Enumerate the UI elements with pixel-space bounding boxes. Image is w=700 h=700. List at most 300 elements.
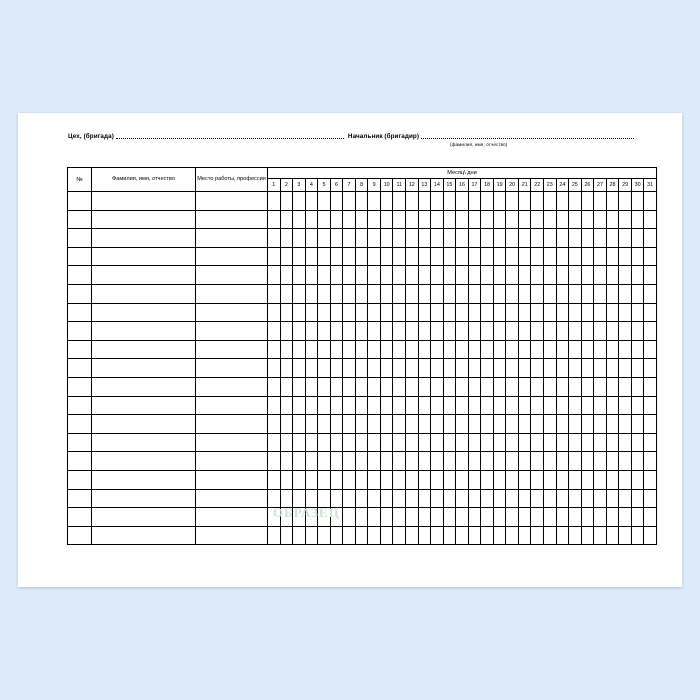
cell-day-22[interactable] (531, 303, 544, 322)
cell-day-6[interactable] (330, 489, 343, 508)
cell-day-15[interactable] (443, 247, 456, 266)
cell-day-27[interactable] (594, 192, 607, 211)
cell-day-27[interactable] (594, 526, 607, 545)
cell-day-14[interactable] (431, 359, 444, 378)
cell-day-28[interactable] (606, 489, 619, 508)
chief-fill-line[interactable] (421, 131, 634, 139)
cell-day-8[interactable] (355, 433, 368, 452)
cell-day-15[interactable] (443, 396, 456, 415)
cell-day-26[interactable] (581, 508, 594, 527)
cell-day-16[interactable] (456, 210, 469, 229)
cell-day-22[interactable] (531, 526, 544, 545)
cell-day-2[interactable] (280, 526, 293, 545)
cell-day-17[interactable] (468, 322, 481, 341)
cell-day-18[interactable] (481, 377, 494, 396)
cell-day-30[interactable] (631, 433, 644, 452)
cell-name[interactable] (92, 526, 196, 545)
cell-day-20[interactable] (506, 322, 519, 341)
cell-day-1[interactable] (268, 322, 281, 341)
cell-day-13[interactable] (418, 396, 431, 415)
cell-name[interactable] (92, 508, 196, 527)
cell-day-30[interactable] (631, 489, 644, 508)
cell-day-1[interactable] (268, 247, 281, 266)
cell-day-24[interactable] (556, 340, 569, 359)
cell-day-21[interactable] (518, 470, 531, 489)
cell-day-17[interactable] (468, 452, 481, 471)
cell-day-19[interactable] (493, 266, 506, 285)
cell-day-3[interactable] (293, 266, 306, 285)
cell-day-22[interactable] (531, 396, 544, 415)
cell-day-1[interactable] (268, 415, 281, 434)
cell-day-5[interactable] (318, 470, 331, 489)
cell-day-31[interactable] (644, 266, 657, 285)
cell-day-21[interactable] (518, 266, 531, 285)
cell-day-8[interactable] (355, 377, 368, 396)
cell-day-11[interactable] (393, 377, 406, 396)
cell-day-21[interactable] (518, 396, 531, 415)
cell-day-17[interactable] (468, 229, 481, 248)
cell-day-29[interactable] (619, 284, 632, 303)
cell-number[interactable] (68, 433, 92, 452)
cell-day-22[interactable] (531, 266, 544, 285)
cell-day-9[interactable] (368, 470, 381, 489)
cell-day-25[interactable] (569, 340, 582, 359)
cell-day-7[interactable] (343, 247, 356, 266)
cell-day-12[interactable] (406, 470, 419, 489)
cell-day-5[interactable] (318, 229, 331, 248)
cell-day-9[interactable] (368, 415, 381, 434)
cell-day-30[interactable] (631, 229, 644, 248)
cell-day-23[interactable] (544, 303, 557, 322)
cell-workplace[interactable] (196, 266, 268, 285)
cell-day-22[interactable] (531, 210, 544, 229)
cell-day-23[interactable] (544, 508, 557, 527)
cell-day-27[interactable] (594, 415, 607, 434)
cell-day-20[interactable] (506, 396, 519, 415)
cell-day-24[interactable] (556, 210, 569, 229)
cell-day-30[interactable] (631, 359, 644, 378)
cell-workplace[interactable] (196, 433, 268, 452)
cell-day-16[interactable] (456, 433, 469, 452)
cell-day-11[interactable] (393, 266, 406, 285)
cell-day-30[interactable] (631, 526, 644, 545)
cell-workplace[interactable] (196, 377, 268, 396)
cell-day-4[interactable] (305, 284, 318, 303)
cell-name[interactable] (92, 377, 196, 396)
cell-day-24[interactable] (556, 470, 569, 489)
cell-day-20[interactable] (506, 470, 519, 489)
cell-day-28[interactable] (606, 266, 619, 285)
cell-day-14[interactable] (431, 415, 444, 434)
cell-day-15[interactable] (443, 284, 456, 303)
cell-day-3[interactable] (293, 526, 306, 545)
cell-day-12[interactable] (406, 526, 419, 545)
cell-day-14[interactable] (431, 284, 444, 303)
cell-name[interactable] (92, 452, 196, 471)
cell-name[interactable] (92, 266, 196, 285)
cell-day-18[interactable] (481, 470, 494, 489)
cell-day-10[interactable] (380, 340, 393, 359)
cell-day-19[interactable] (493, 470, 506, 489)
cell-day-2[interactable] (280, 433, 293, 452)
cell-day-27[interactable] (594, 303, 607, 322)
cell-day-17[interactable] (468, 415, 481, 434)
cell-day-27[interactable] (594, 508, 607, 527)
cell-day-2[interactable] (280, 210, 293, 229)
cell-day-15[interactable] (443, 433, 456, 452)
cell-day-16[interactable] (456, 247, 469, 266)
cell-number[interactable] (68, 303, 92, 322)
cell-day-8[interactable] (355, 526, 368, 545)
cell-name[interactable] (92, 192, 196, 211)
cell-day-5[interactable] (318, 415, 331, 434)
cell-workplace[interactable] (196, 284, 268, 303)
cell-name[interactable] (92, 396, 196, 415)
cell-day-4[interactable] (305, 340, 318, 359)
cell-day-13[interactable] (418, 266, 431, 285)
cell-day-2[interactable] (280, 284, 293, 303)
cell-day-4[interactable] (305, 526, 318, 545)
cell-day-23[interactable] (544, 452, 557, 471)
cell-day-27[interactable] (594, 359, 607, 378)
cell-day-10[interactable] (380, 470, 393, 489)
cell-day-30[interactable] (631, 340, 644, 359)
cell-day-1[interactable] (268, 526, 281, 545)
cell-day-5[interactable] (318, 452, 331, 471)
cell-day-10[interactable] (380, 359, 393, 378)
cell-day-7[interactable] (343, 377, 356, 396)
cell-day-11[interactable] (393, 340, 406, 359)
cell-day-3[interactable] (293, 210, 306, 229)
cell-name[interactable] (92, 210, 196, 229)
cell-day-8[interactable] (355, 284, 368, 303)
cell-day-5[interactable] (318, 377, 331, 396)
cell-day-6[interactable] (330, 470, 343, 489)
cell-day-22[interactable] (531, 415, 544, 434)
cell-day-10[interactable] (380, 396, 393, 415)
cell-day-4[interactable] (305, 433, 318, 452)
cell-day-30[interactable] (631, 452, 644, 471)
cell-workplace[interactable] (196, 396, 268, 415)
cell-number[interactable] (68, 284, 92, 303)
cell-day-3[interactable] (293, 396, 306, 415)
cell-day-31[interactable] (644, 377, 657, 396)
cell-day-26[interactable] (581, 284, 594, 303)
cell-day-30[interactable] (631, 284, 644, 303)
cell-day-25[interactable] (569, 433, 582, 452)
cell-day-14[interactable] (431, 489, 444, 508)
cell-day-1[interactable] (268, 470, 281, 489)
cell-day-16[interactable] (456, 359, 469, 378)
cell-day-7[interactable] (343, 470, 356, 489)
cell-day-12[interactable] (406, 340, 419, 359)
cell-day-1[interactable] (268, 433, 281, 452)
cell-day-13[interactable] (418, 508, 431, 527)
cell-day-10[interactable] (380, 210, 393, 229)
cell-day-2[interactable] (280, 359, 293, 378)
cell-day-31[interactable] (644, 415, 657, 434)
cell-day-12[interactable] (406, 377, 419, 396)
cell-day-19[interactable] (493, 340, 506, 359)
cell-day-29[interactable] (619, 396, 632, 415)
cell-day-10[interactable] (380, 526, 393, 545)
cell-workplace[interactable] (196, 489, 268, 508)
cell-day-11[interactable] (393, 359, 406, 378)
cell-day-16[interactable] (456, 470, 469, 489)
cell-day-14[interactable] (431, 322, 444, 341)
cell-day-12[interactable] (406, 415, 419, 434)
cell-day-20[interactable] (506, 526, 519, 545)
cell-day-3[interactable] (293, 247, 306, 266)
cell-day-17[interactable] (468, 266, 481, 285)
cell-day-29[interactable] (619, 433, 632, 452)
cell-day-4[interactable] (305, 415, 318, 434)
cell-day-2[interactable] (280, 229, 293, 248)
cell-day-30[interactable] (631, 210, 644, 229)
cell-day-18[interactable] (481, 210, 494, 229)
cell-day-8[interactable] (355, 415, 368, 434)
cell-day-21[interactable] (518, 322, 531, 341)
cell-workplace[interactable] (196, 303, 268, 322)
cell-day-20[interactable] (506, 489, 519, 508)
cell-day-30[interactable] (631, 303, 644, 322)
cell-day-19[interactable] (493, 508, 506, 527)
cell-day-23[interactable] (544, 433, 557, 452)
cell-day-12[interactable] (406, 489, 419, 508)
cell-day-26[interactable] (581, 452, 594, 471)
cell-day-29[interactable] (619, 303, 632, 322)
cell-day-13[interactable] (418, 247, 431, 266)
cell-day-4[interactable] (305, 396, 318, 415)
cell-day-21[interactable] (518, 229, 531, 248)
cell-day-16[interactable] (456, 229, 469, 248)
cell-workplace[interactable] (196, 229, 268, 248)
cell-day-25[interactable] (569, 229, 582, 248)
cell-day-18[interactable] (481, 359, 494, 378)
cell-day-31[interactable] (644, 470, 657, 489)
cell-day-24[interactable] (556, 266, 569, 285)
cell-day-31[interactable] (644, 359, 657, 378)
cell-day-14[interactable] (431, 508, 444, 527)
cell-day-11[interactable] (393, 210, 406, 229)
cell-day-4[interactable] (305, 359, 318, 378)
cell-day-13[interactable] (418, 433, 431, 452)
cell-day-12[interactable] (406, 359, 419, 378)
cell-day-16[interactable] (456, 192, 469, 211)
cell-day-18[interactable] (481, 322, 494, 341)
cell-day-12[interactable] (406, 192, 419, 211)
cell-day-21[interactable] (518, 192, 531, 211)
cell-workplace[interactable] (196, 508, 268, 527)
cell-name[interactable] (92, 284, 196, 303)
cell-day-28[interactable] (606, 470, 619, 489)
cell-day-16[interactable] (456, 489, 469, 508)
cell-day-10[interactable] (380, 247, 393, 266)
cell-day-21[interactable] (518, 489, 531, 508)
cell-day-27[interactable] (594, 322, 607, 341)
cell-day-27[interactable] (594, 284, 607, 303)
cell-workplace[interactable] (196, 359, 268, 378)
cell-day-17[interactable] (468, 247, 481, 266)
cell-day-8[interactable] (355, 210, 368, 229)
cell-day-20[interactable] (506, 415, 519, 434)
cell-day-12[interactable] (406, 396, 419, 415)
cell-day-18[interactable] (481, 266, 494, 285)
cell-day-18[interactable] (481, 452, 494, 471)
cell-day-17[interactable] (468, 508, 481, 527)
cell-day-13[interactable] (418, 192, 431, 211)
cell-day-11[interactable] (393, 396, 406, 415)
cell-day-10[interactable] (380, 229, 393, 248)
cell-day-17[interactable] (468, 489, 481, 508)
cell-day-19[interactable] (493, 415, 506, 434)
cell-day-29[interactable] (619, 340, 632, 359)
cell-day-3[interactable] (293, 452, 306, 471)
cell-day-31[interactable] (644, 210, 657, 229)
cell-day-18[interactable] (481, 396, 494, 415)
cell-day-15[interactable] (443, 229, 456, 248)
cell-day-18[interactable] (481, 247, 494, 266)
cell-number[interactable] (68, 359, 92, 378)
cell-day-29[interactable] (619, 377, 632, 396)
cell-day-11[interactable] (393, 452, 406, 471)
cell-day-12[interactable] (406, 303, 419, 322)
cell-day-28[interactable] (606, 433, 619, 452)
cell-day-21[interactable] (518, 508, 531, 527)
cell-day-8[interactable] (355, 452, 368, 471)
cell-day-30[interactable] (631, 377, 644, 396)
cell-day-4[interactable] (305, 377, 318, 396)
cell-day-14[interactable] (431, 526, 444, 545)
cell-name[interactable] (92, 489, 196, 508)
cell-workplace[interactable] (196, 470, 268, 489)
cell-day-22[interactable] (531, 359, 544, 378)
cell-day-10[interactable] (380, 284, 393, 303)
cell-day-28[interactable] (606, 452, 619, 471)
cell-day-5[interactable] (318, 210, 331, 229)
cell-day-3[interactable] (293, 470, 306, 489)
cell-name[interactable] (92, 303, 196, 322)
cell-day-3[interactable] (293, 192, 306, 211)
cell-day-28[interactable] (606, 210, 619, 229)
cell-day-25[interactable] (569, 359, 582, 378)
cell-day-20[interactable] (506, 340, 519, 359)
cell-day-8[interactable] (355, 489, 368, 508)
cell-day-12[interactable] (406, 247, 419, 266)
cell-day-5[interactable] (318, 526, 331, 545)
cell-day-14[interactable] (431, 377, 444, 396)
cell-day-16[interactable] (456, 284, 469, 303)
cell-day-31[interactable] (644, 322, 657, 341)
cell-day-23[interactable] (544, 229, 557, 248)
cell-day-27[interactable] (594, 377, 607, 396)
cell-day-10[interactable] (380, 192, 393, 211)
cell-day-7[interactable] (343, 359, 356, 378)
cell-day-12[interactable] (406, 210, 419, 229)
cell-day-9[interactable] (368, 452, 381, 471)
cell-day-14[interactable] (431, 192, 444, 211)
cell-day-28[interactable] (606, 526, 619, 545)
cell-day-3[interactable] (293, 322, 306, 341)
cell-day-17[interactable] (468, 433, 481, 452)
cell-day-7[interactable] (343, 340, 356, 359)
cell-day-21[interactable] (518, 526, 531, 545)
cell-day-18[interactable] (481, 340, 494, 359)
cell-day-7[interactable] (343, 489, 356, 508)
cell-day-22[interactable] (531, 284, 544, 303)
cell-day-6[interactable] (330, 359, 343, 378)
cell-day-16[interactable] (456, 266, 469, 285)
cell-day-5[interactable] (318, 489, 331, 508)
cell-day-24[interactable] (556, 359, 569, 378)
cell-day-20[interactable] (506, 266, 519, 285)
cell-day-28[interactable] (606, 377, 619, 396)
cell-day-10[interactable] (380, 377, 393, 396)
cell-day-24[interactable] (556, 229, 569, 248)
cell-day-29[interactable] (619, 266, 632, 285)
cell-day-17[interactable] (468, 470, 481, 489)
cell-day-14[interactable] (431, 396, 444, 415)
cell-day-14[interactable] (431, 470, 444, 489)
cell-day-7[interactable] (343, 266, 356, 285)
cell-day-27[interactable] (594, 247, 607, 266)
cell-day-16[interactable] (456, 377, 469, 396)
cell-day-12[interactable] (406, 433, 419, 452)
cell-day-25[interactable] (569, 470, 582, 489)
cell-workplace[interactable] (196, 192, 268, 211)
cell-day-29[interactable] (619, 210, 632, 229)
cell-day-18[interactable] (481, 284, 494, 303)
cell-day-15[interactable] (443, 322, 456, 341)
cell-day-26[interactable] (581, 396, 594, 415)
cell-day-20[interactable] (506, 247, 519, 266)
cell-day-19[interactable] (493, 396, 506, 415)
cell-day-26[interactable] (581, 470, 594, 489)
cell-day-26[interactable] (581, 229, 594, 248)
cell-day-11[interactable] (393, 508, 406, 527)
cell-day-6[interactable] (330, 340, 343, 359)
cell-day-21[interactable] (518, 359, 531, 378)
cell-day-24[interactable] (556, 452, 569, 471)
cell-day-25[interactable] (569, 415, 582, 434)
cell-day-23[interactable] (544, 377, 557, 396)
cell-day-26[interactable] (581, 247, 594, 266)
cell-day-4[interactable] (305, 210, 318, 229)
cell-day-1[interactable] (268, 452, 281, 471)
cell-day-30[interactable] (631, 470, 644, 489)
cell-day-24[interactable] (556, 415, 569, 434)
cell-day-7[interactable] (343, 452, 356, 471)
cell-day-29[interactable] (619, 359, 632, 378)
cell-day-28[interactable] (606, 284, 619, 303)
cell-day-7[interactable] (343, 303, 356, 322)
cell-day-24[interactable] (556, 396, 569, 415)
cell-day-8[interactable] (355, 470, 368, 489)
cell-day-27[interactable] (594, 266, 607, 285)
cell-day-25[interactable] (569, 266, 582, 285)
cell-day-12[interactable] (406, 452, 419, 471)
cell-day-5[interactable] (318, 433, 331, 452)
cell-day-15[interactable] (443, 377, 456, 396)
cell-day-1[interactable] (268, 229, 281, 248)
cell-day-5[interactable] (318, 266, 331, 285)
cell-day-24[interactable] (556, 526, 569, 545)
cell-day-18[interactable] (481, 508, 494, 527)
cell-day-12[interactable] (406, 229, 419, 248)
cell-day-3[interactable] (293, 433, 306, 452)
cell-day-28[interactable] (606, 322, 619, 341)
cell-day-19[interactable] (493, 359, 506, 378)
